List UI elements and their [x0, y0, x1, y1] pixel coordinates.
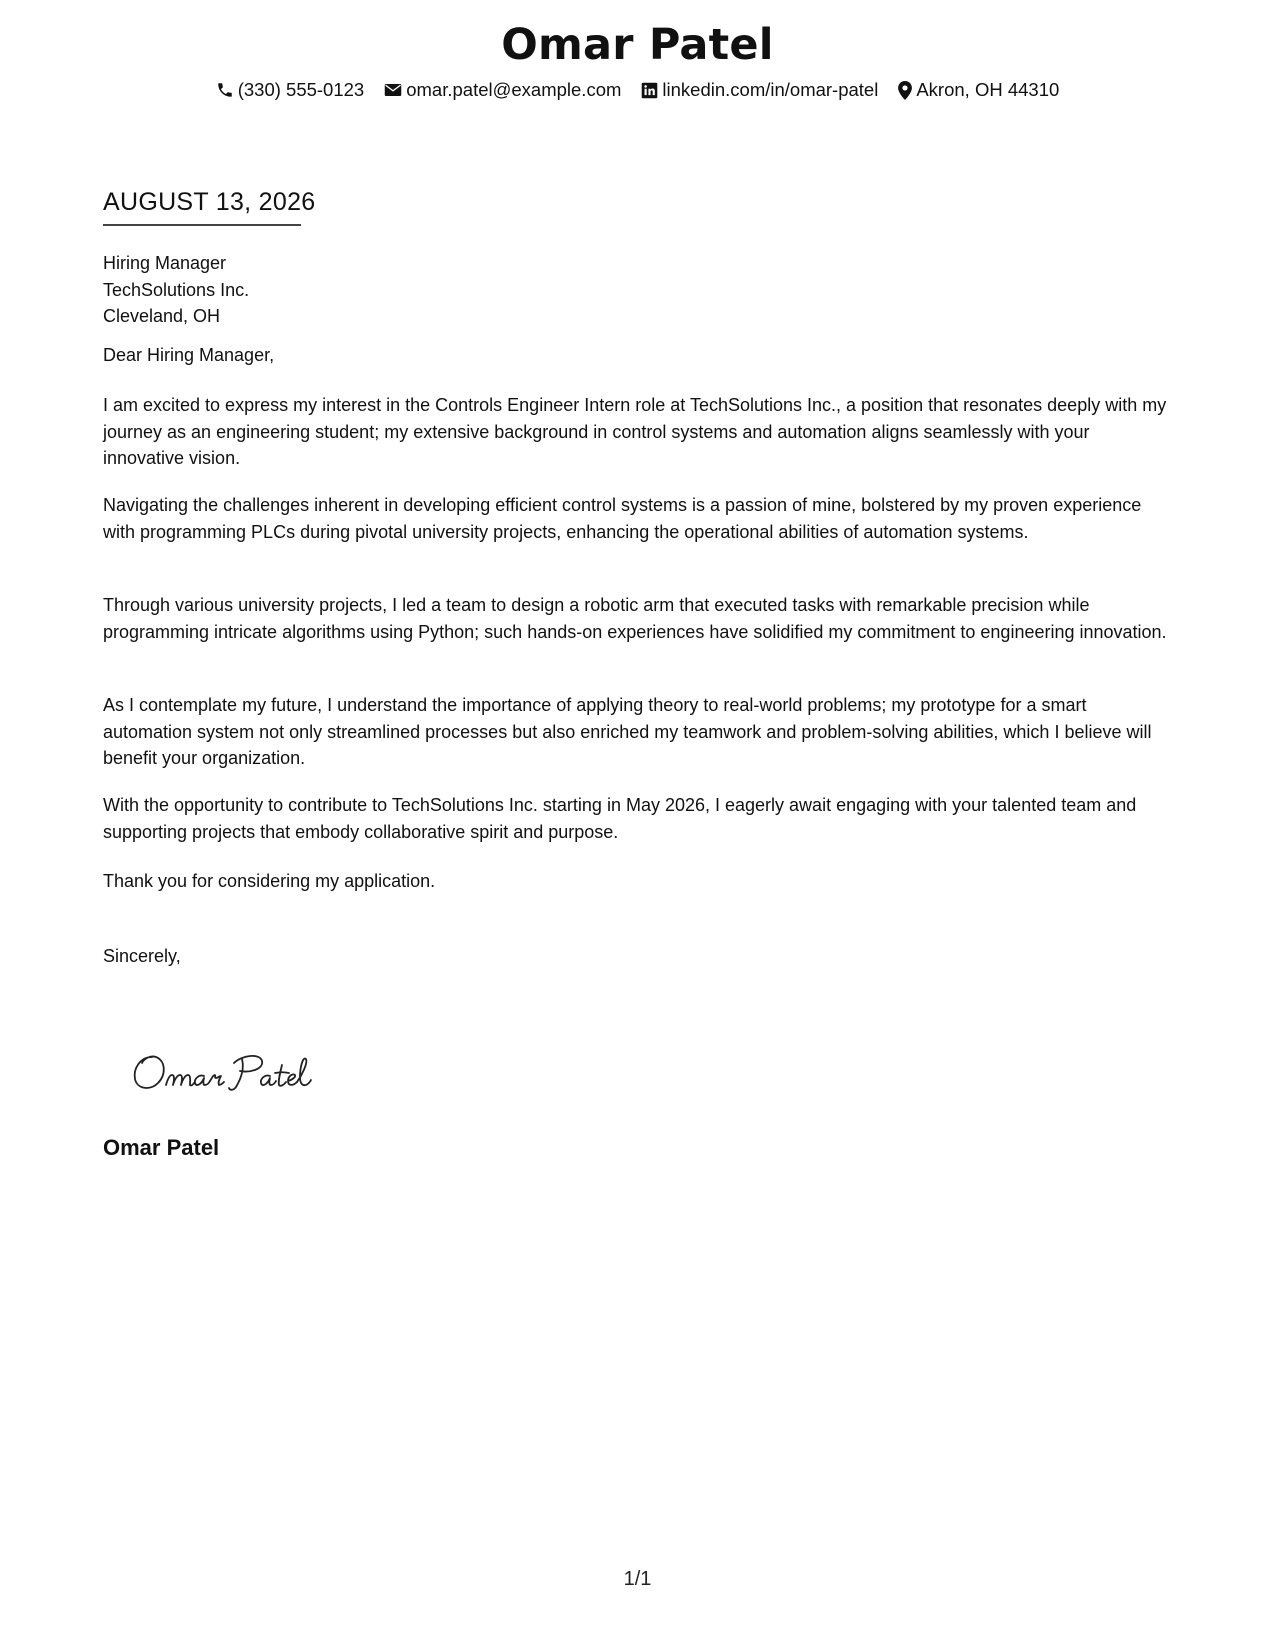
recipient-title: Hiring Manager	[103, 253, 227, 273]
contact-info-row	[0, 79, 1275, 101]
body-paragraph: With the opportunity to contribute to TechSolutions Inc. starting in May 2026, I eagerly await engaging with your talented team and supporting projects that embody collaborative spirit and purpose.	[103, 795, 1137, 842]
linkedin-icon	[641, 82, 658, 99]
body-paragraph: Thank you for considering my application.	[103, 871, 436, 891]
map-pin-icon	[898, 81, 912, 100]
contact-email[interactable]	[384, 79, 621, 101]
handwritten-signature	[130, 1045, 345, 1105]
body-paragraph: Navigating the challenges inherent in developing efficient control systems is a passion of mine, bolstered by my proven experience with programming PLCs during pivotal university projects, enhancing the operational abilities of automation systems.	[103, 495, 1142, 542]
email-text: omar.patel@example.com	[406, 79, 622, 100]
contact-location	[898, 79, 1059, 101]
letter-date-block	[103, 190, 315, 226]
envelope-icon	[384, 82, 402, 98]
page-number: 1/1	[623, 1568, 652, 1590]
body-paragraph: I am excited to express my interest in the Controls Engineer Intern role at TechSolutions Inc., a position that resonates deeply with my journey as an engineering student; my extensive background in control systems and automation aligns seamlessly with your innovative vision.	[103, 395, 1167, 468]
letter-date: AUGUST 13, 2026	[103, 188, 316, 216]
body-paragraph: As I contemplate my future, I understand the importance of applying theory to real-world problems; my prototype for a smart automation system not only streamlined processes but also enriched my teamwork and problem-solving abilities, which I believe will benefit your organization.	[103, 695, 1152, 768]
applicant-name-heading: Omar Patel	[501, 20, 774, 70]
contact-phone[interactable]	[216, 79, 365, 101]
date-underline	[103, 224, 301, 226]
recipient-location: Cleveland, OH	[103, 306, 221, 326]
contact-linkedin[interactable]	[641, 79, 878, 101]
recipient-block	[103, 250, 249, 330]
salutation: Dear Hiring Manager,	[103, 345, 275, 365]
location-text: Akron, OH 44310	[916, 79, 1060, 100]
recipient-company: TechSolutions Inc.	[103, 279, 250, 300]
closing: Sincerely,	[103, 946, 181, 966]
phone-text: (330) 555-0123	[237, 79, 365, 100]
signoff-name: Omar Patel	[103, 1135, 220, 1160]
linkedin-text: linkedin.com/in/omar-patel	[662, 79, 879, 100]
body-paragraph: Through various university projects, I led a team to design a robotic arm that executed tasks with remarkable precision while programming intricate algorithms using Python; such hands-on experiences have solidified my commitment to engineering innovation.	[103, 595, 1167, 642]
phone-icon	[216, 81, 234, 99]
